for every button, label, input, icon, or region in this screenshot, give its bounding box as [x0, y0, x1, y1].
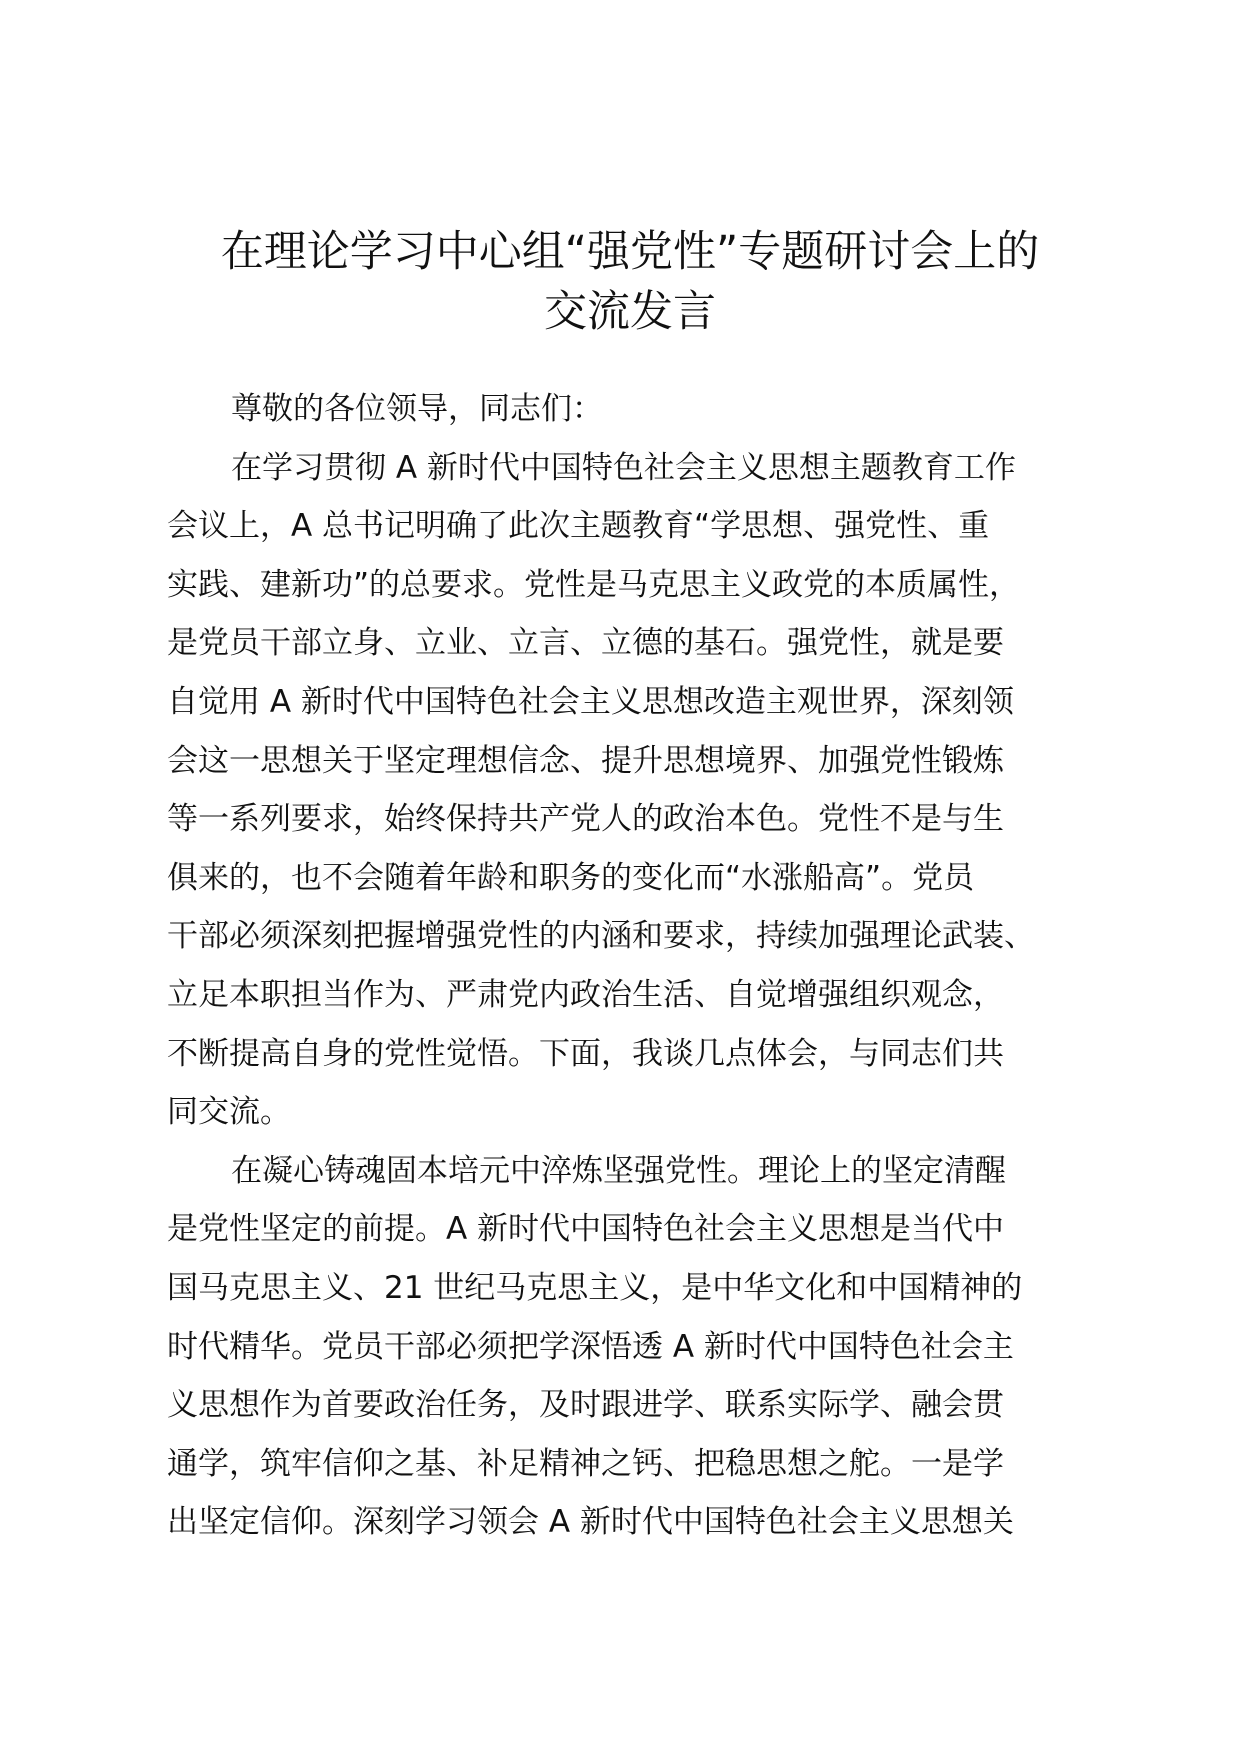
- paragraph-2-line: 国马克思主义、21 世纪马克思主义，是中华文化和中国精神的: [167, 1269, 1023, 1306]
- paragraph-1-line: 会这一思想关于坚定理想信念、提升思想境界、加强党性锻炼: [167, 742, 1004, 779]
- paragraph-2-line: 义思想作为首要政治任务，及时跟进学、联系实际学、融会贯: [167, 1387, 1004, 1424]
- paragraph-1-line: 同交流。: [167, 1094, 291, 1131]
- paragraph-1-line: 是党员干部立身、立业、立言、立德的基石。强党性，就是要: [167, 625, 1004, 662]
- paragraph-2-line: 通学，筑牢信仰之基、补足精神之钙、把稳思想之舵。一是学: [167, 1445, 1004, 1482]
- salutation-line: 尊敬的各位领导，同志们：: [231, 391, 603, 427]
- title-line-1: 在理论学习中心组“强党性”专题研讨会上的: [220, 227, 1040, 277]
- salutation: [167, 380, 1087, 439]
- title-line-2: 交流发言: [544, 287, 716, 337]
- paragraph-2-line: 是党性坚定的前提。A 新时代中国特色社会主义思想是当代中: [167, 1211, 1005, 1248]
- paragraph-2-line: 时代精华。党员干部必须把学深悟透 A 新时代中国特色社会主: [167, 1328, 1014, 1365]
- paragraph-1-line: 不断提高自身的党性觉悟。下面，我谈几点体会，与同志们共: [167, 1035, 1004, 1072]
- paragraph-1-line: 俱来的，也不会随着年龄和职务的变化而“水涨船高”。党员: [167, 859, 975, 896]
- paragraph-1-line: 等一系列要求，始终保持共产党人的政治本色。党性不是与生: [167, 801, 1004, 838]
- paragraph-1-line: 立足本职担当作为、严肃党内政治生活、自觉增强组织观念，: [167, 976, 1004, 1013]
- paragraph-2: [167, 1142, 1087, 1552]
- paragraph-1: [167, 439, 1087, 1142]
- paragraph-2-line: 在凝心铸魂固本培元中淬炼坚强党性。理论上的坚定清醒: [231, 1152, 1006, 1189]
- paragraph-1-line: 实践、建新功”的总要求。党性是马克思主义政党的本质属性，: [167, 566, 1021, 603]
- paragraph-2-line: 出坚定信仰。深刻学习领会 A 新时代中国特色社会主义思想关: [167, 1504, 1014, 1541]
- document-title: [160, 222, 1100, 342]
- document-body: [167, 380, 1087, 1552]
- paragraph-1-line: 在学习贯彻 A 新时代中国特色社会主义思想主题教育工作: [231, 449, 1016, 486]
- paragraph-1-line: 干部必须深刻把握增强党性的内涵和要求，持续加强理论武装、: [167, 918, 1035, 955]
- paragraph-1-line: 会议上，A 总书记明确了此次主题教育“学思想、强党性、重: [167, 508, 990, 545]
- paragraph-1-line: 自觉用 A 新时代中国特色社会主义思想改造主观世界，深刻领: [167, 683, 1014, 720]
